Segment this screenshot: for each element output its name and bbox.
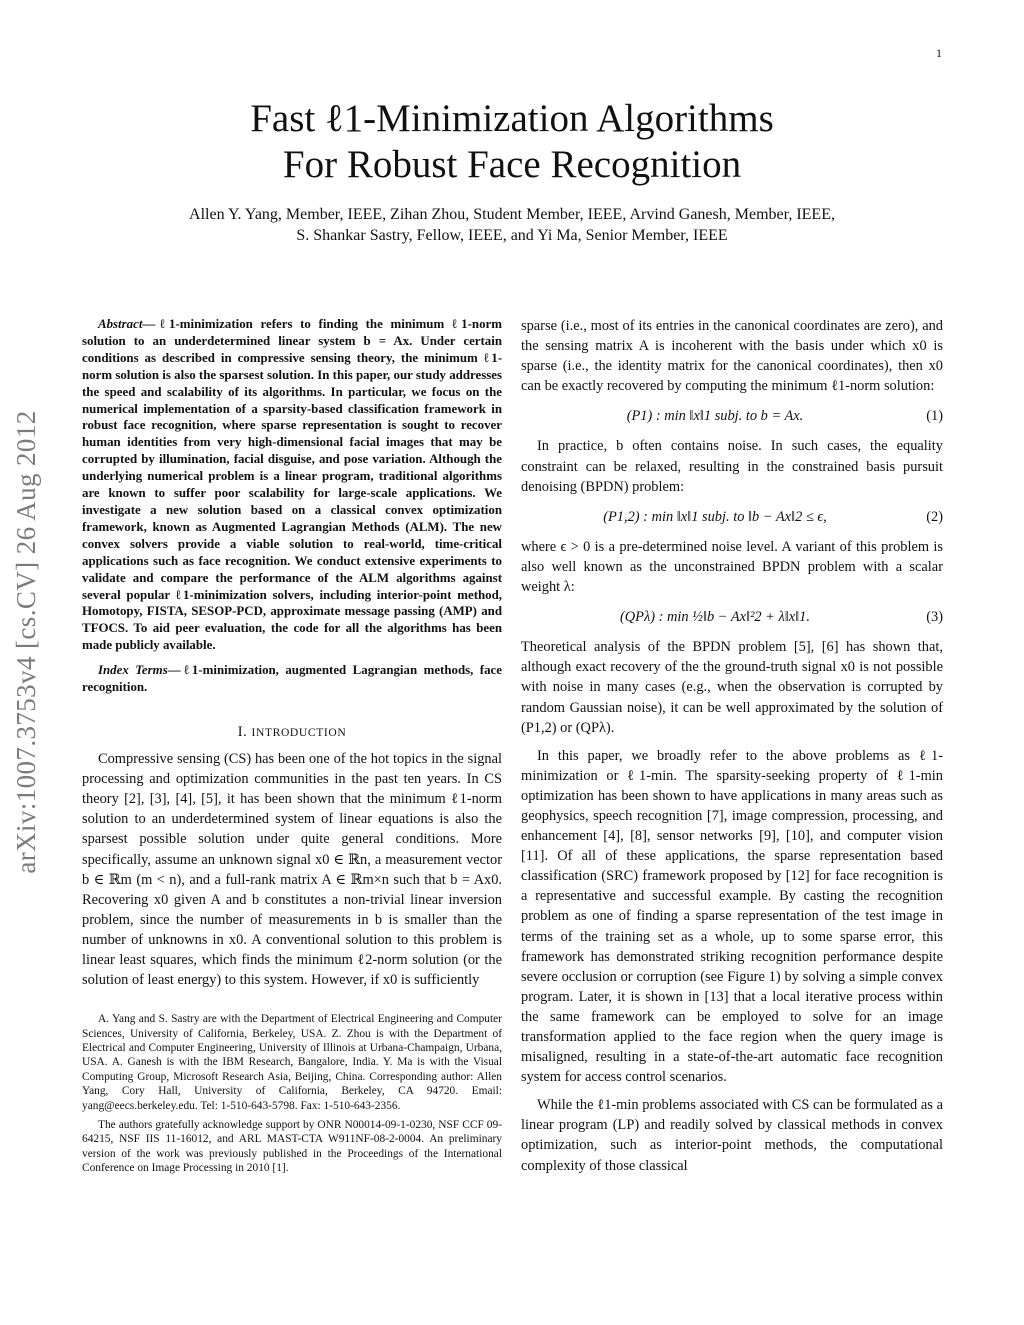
arxiv-stamp: arXiv:1007.3753v4 [cs.CV] 26 Aug 2012 [11,410,41,874]
right-paragraph-2: In practice, b often contains noise. In such cases, the equality constraint can be relaxed, resulting in the constrained basis pursuit denoising (BPDN) problem: [521,438,943,495]
abstract-text: —ℓ1-minimization refers to finding the minimum ℓ1-norm solution to an underdetermined linear system b = Ax. Under certain conditions as described in compressive sensing theory, the minimum ℓ1-norm solution is also the sparsest solution. In this paper, our study addresses the speed and scalability of its algorithms. In particular, we focus on the numerical implementation of a sparsity-based classification framework in robust face recognition, where sparse representation is sought to recover human identities from very high-dimensional facial images that may be corrupted by illumination, facial disguise, and pose variation. Although the underlying numerical problem is a linear program, traditional algorithms are known to suffer poor scalability for large-scale applications. We investigate a new solution based on a classical convex optimization framework, known as Augmented Lagrangian Methods (ALM). The new convex solvers provide a viable solution to real-world, time-critical applications such as face recognition. We conduct extensive experiments to validate and compare the performance of the ALM algorithms against several popular ℓ1-minimization solvers, including interior-point method, Homotopy, FISTA, SESOP-PCD, approximate message passing (AMP) and TFOCS. To aid peer evaluation, the code for all the algorithms has been made publicly available. [82,317,502,653]
index-terms-text: —ℓ1-minimization, augmented Lagrangian methods, face recognition. [82,663,502,695]
footnote-affiliations: A. Yang and S. Sastry are with the Department of Electrical Engineering and Computer Sciences, University of California, Berkeley, USA. Z. Zhou is with the Department of Electrical and Computer Engineering, University of Illinois at Urbana-Champaign, Urbana, USA. A. Ganesh is with the IBM Research, Bangalore, India. Y. Ma is with the Visual Computing Group, Microsoft Research Asia, Beijing, China. Corresponding author: Allen Yang, Cory Hall, University of California, Berkeley, CA 94720. Email: yang@eecs.berkeley.edu. Tel: 1-510-643-5798. Fax: 1-510-643-2356. [82,1013,502,1112]
footnote-acknowledgement: The authors gratefully acknowledge support by ONR N00014-09-1-0230, NSF CCF 09-64215, NSF IIS 11-16012, and ARL MAST-CTA W911NF-08-2-0004. An preliminary version of the work was previously published in the Proceedings of the International Conference on Image Processing in 2010 [1]. [82,1119,502,1175]
intro-paragraph-1: Compressive sensing (CS) has been one of the hot topics in the signal processing and optimization communities in the past ten years. In CS theory [2], [3], [4], [5], it has been shown that the minimum ℓ1-norm solution to an underdetermined system of linear equations is also the sparsest possible solution under quite general conditions. More specifically, assume an unknown signal x0 ∈ ℝn, a measurement vector b ∈ ℝm (m < n), and a full-rank matrix A ∈ ℝm×n such that b = Ax0. Recovering x0 given A and b constitutes a non-trivial linear inversion problem, since the number of measurements in b is smaller than the number of unknowns in x0. A conventional solution to this problem is linear least squares, which finds the minimum ℓ2-norm solution (or the solution of least energy) to this system. However, if x0 is sufficiently [82,751,502,989]
footnotes [82,1012,502,1175]
index-terms-lead: Index Terms [98,663,168,678]
equation-1-body: (P1) : min ‖x‖1 subj. to b = Ax. [626,408,804,425]
right-paragraph-5: In this paper, we broadly refer to the above problems as ℓ1-minimization or ℓ1-min. The sparsity-seeking property of ℓ1-min optimization has been shown to have applications in many areas such as geophysics, speech recognition [7], image compression, processing, and enhancement [4], [8], sensor networks [9], [10], and computer vision [11]. Of all of these applications, the sparse representation based classification (SRC) framework proposed by [12] for face recognition is a representative and successful example. By casting the recognition problem as one of finding a sparse representation of the test image in terms of the training set as a whole, up to some sparse error, this framework has demonstrated striking recognition performance despite severe occlusion or corruption (see Figure 1) by solving a simple convex program. Later, it is shown in [13] that a local iterative process within the same framework can be employed to solve for an image transformation applied to the face region when the query image is misaligned, resulting in a state-of-the-art automatic face recognition system for access control scenarios. [521,747,943,1086]
paper-title-line-2: For Robust Face Recognition [282,143,742,186]
author-line-2: S. Shankar Sastry, Fellow, IEEE, and Yi Ma, Senior Member, IEEE [296,227,728,244]
author-list [100,204,924,246]
right-paragraph-1: sparse (i.e., most of its entries in the canonical coordinates are zero), and the sensing matrix A is incoherent with the basis under which x0 is sparse (i.e., the identity matrix for the canonical coordinates), then x0 can be exactly recovered by computing the minimum ℓ1-norm solution: [521,318,943,395]
page-number: 1 [936,46,942,60]
index-terms [82,662,502,696]
paper-title-line-1: Fast ℓ1-Minimization Algorithms [250,97,774,140]
section-heading-introduction [82,722,502,743]
abstract-lead: Abstract [98,317,143,331]
left-column [82,316,502,1181]
equation-1 [521,406,943,426]
title-block [100,96,924,246]
right-column [521,316,943,1176]
equation-1-number: (1) [926,408,943,425]
equation-3-number: (3) [926,609,943,626]
abstract [82,316,502,654]
equation-2-body: (P1,2) : min ‖x‖1 subj. to ‖b − Ax‖2 ≤ ϵ, [603,508,827,525]
equation-2-number: (2) [926,508,943,525]
section-title: INTRODUCTION [251,725,347,739]
right-paragraph-6: While the ℓ1-min problems associated with CS can be formulated as a linear program (LP) and readily solved by classical methods in convex optimization, such as interior-point methods, the computational complexity of those classical [521,1097,943,1174]
equation-3-body: (QPλ) : min ½‖b − Ax‖²2 + λ‖x‖1. [620,609,810,626]
right-paragraph-3: where ϵ > 0 is a pre-determined noise level. A variant of this problem is also well known as the unconstrained BPDN problem with a scalar weight λ: [521,538,943,596]
section-number: I. [237,723,248,740]
equation-3 [521,607,943,627]
author-line-1: Allen Y. Yang, Member, IEEE, Zihan Zhou, Student Member, IEEE, Arvind Ganesh, Member, IEEE, [189,206,835,223]
right-paragraph-4: Theoretical analysis of the BPDN problem [5], [6] has shown that, although exact recovery of the the ground-truth signal x0 is not possible with noise in many cases (e.g., when the observation is corrupted by random Gaussian noise), it can be well approximated by the solution of (P1,2) or (QPλ). [521,639,943,736]
equation-2 [521,507,943,527]
